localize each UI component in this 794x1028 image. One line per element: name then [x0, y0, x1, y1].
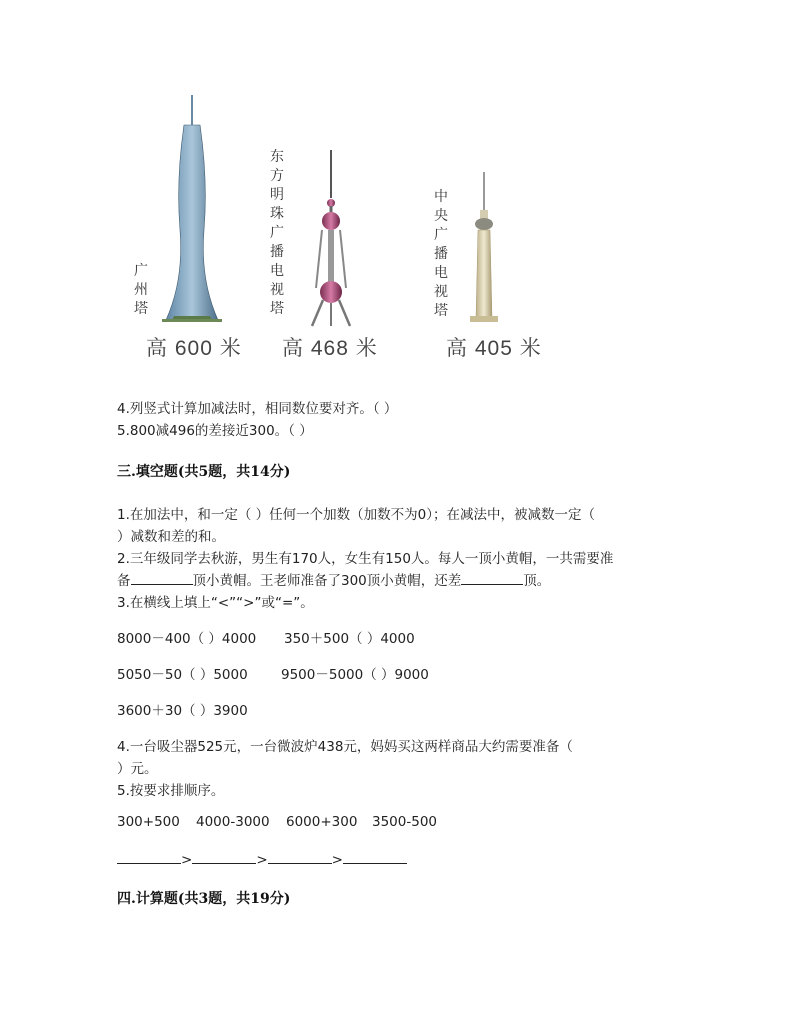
- compare-expression: 3600＋30（ ）3900: [117, 703, 248, 719]
- judge-question-4: 4.列竖式计算加减法时，相同数位要对齐。（ ）: [117, 401, 398, 417]
- compare-expression: 9500－5000（ ）9000: [281, 667, 429, 683]
- answer-blank[interactable]: [117, 850, 181, 864]
- tower-height-cctv: 高 405 米: [446, 337, 542, 360]
- fill-question-2-text-b: 顶小黄帽。王老师准备了300顶小黄帽，还差: [192, 573, 462, 589]
- fill-question-2-line1: 2.三年级同学去秋游，男生有170人，女生有150人。每人一顶小黄帽，一共需要准: [117, 551, 614, 567]
- fill-question-2-text-a: 备: [117, 573, 131, 589]
- section-title-fill-blank: 三.填空题(共5题，共14分): [117, 464, 291, 480]
- judge-question-5: 5.800减496的差接近300。（ ）: [117, 423, 313, 439]
- answer-blank[interactable]: [343, 850, 407, 864]
- fill-question-1-line1: 1.在加法中，和一定（ ）任何一个加数（加数不为0）；在减法中，被减数一定（: [117, 507, 596, 523]
- tower-illustration: [100, 90, 560, 370]
- fill-question-4-line1: 4.一台吸尘器525元，一台微波炉438元，妈妈买这两样商品大约需要准备（: [117, 739, 573, 755]
- greater-than-sign: >: [331, 852, 343, 868]
- compare-expression: 5050－50（ ）5000: [117, 667, 248, 683]
- answer-blank[interactable]: [192, 850, 256, 864]
- fill-question-3: 3.在横线上填上“<”“>”或“=”。: [117, 595, 314, 611]
- tower-name-oriental-pearl: 东方明珠广播电视塔: [270, 149, 284, 317]
- compare-expression: 8000－400（ ）4000: [117, 631, 257, 647]
- answer-blank[interactable]: [268, 850, 332, 864]
- section-title-calculation: 四.计算题(共3题，共19分): [117, 891, 291, 907]
- fill-question-1-line2: ）减数和差的和。: [117, 529, 225, 545]
- fill-question-5: 5.按要求排顺序。: [117, 783, 225, 799]
- towers-drawing: [100, 90, 560, 370]
- order-answer-row: [117, 850, 407, 868]
- answer-blank[interactable]: [461, 571, 523, 585]
- compare-expression: 350＋500（ ）4000: [284, 631, 415, 647]
- tower-name-canton: 广州塔: [134, 263, 148, 317]
- cctv-tower-icon: [470, 172, 498, 322]
- order-item: 6000+300: [286, 814, 358, 830]
- order-item: 4000-3000: [196, 814, 270, 830]
- fill-question-4-line2: ）元。: [117, 761, 158, 777]
- greater-than-sign: >: [181, 852, 193, 868]
- oriental-pearl-tower-icon: [312, 150, 350, 326]
- greater-than-sign: >: [256, 852, 268, 868]
- tower-height-canton: 高 600 米: [146, 337, 242, 360]
- tower-name-cctv: 中央广播电视塔: [434, 189, 448, 319]
- canton-tower-icon: [162, 95, 222, 322]
- fill-question-2-text-c: 顶。: [523, 573, 551, 589]
- order-item: 300+500: [117, 814, 180, 830]
- order-item: 3500-500: [372, 814, 437, 830]
- tower-height-oriental-pearl: 高 468 米: [282, 337, 378, 360]
- fill-question-2-line2: [117, 569, 550, 589]
- answer-blank[interactable]: [131, 571, 193, 585]
